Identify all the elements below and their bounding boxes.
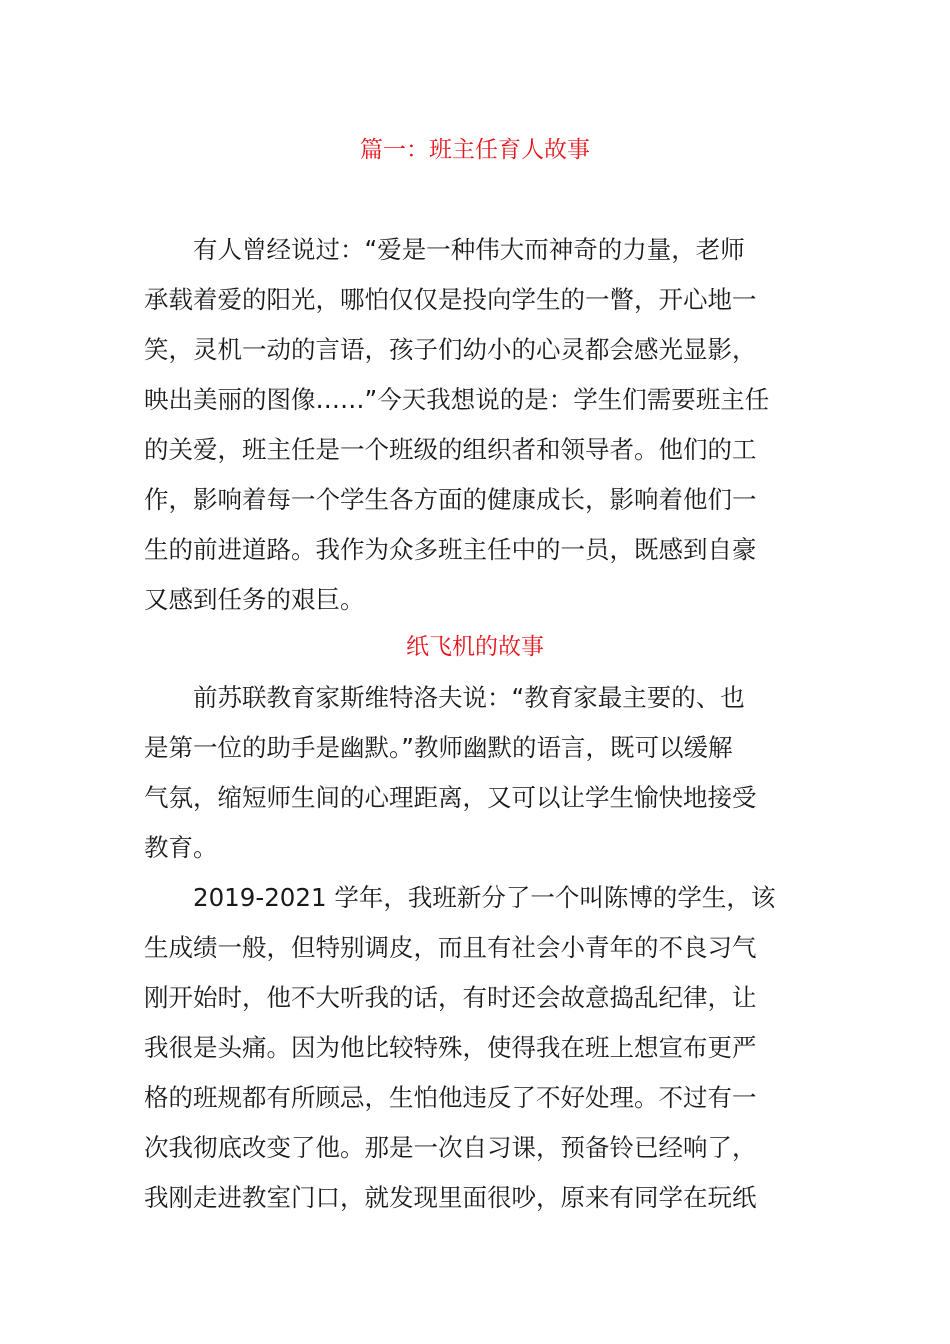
- text-line: 我很是头痛。因为他比较特殊，使得我在班上想宣布更严: [144, 1033, 757, 1062]
- text-line: 映出美丽的图像……”今天我想说的是：学生们需要班主任: [144, 385, 770, 414]
- text-line: 次我彻底改变了他。那是一次自习课，预备铃已经响了，: [144, 1133, 757, 1162]
- text-line: 作，影响着每一个学生各方面的健康成长，影响着他们一: [144, 485, 757, 514]
- text-line: 有人曾经说过：“爱是一种伟大而神奇的力量，老师: [193, 235, 745, 264]
- text-line: 生成绩一般，但特别调皮，而且有社会小青年的不良习气: [144, 933, 757, 962]
- text-line: 格的班规都有所顾忌，生怕他违反了不好处理。不过有一: [144, 1083, 757, 1112]
- text-line: 刚开始时，他不大听我的话，有时还会故意捣乱纪律，让: [144, 983, 757, 1012]
- text-line: 2019-2021 学年，我班新分了一个叫陈博的学生，该: [193, 883, 776, 912]
- text-line: 承载着爱的阳光，哪怕仅仅是投向学生的一瞥，开心地一: [144, 285, 757, 314]
- text-line: 生的前进道路。我作为众多班主任中的一员，既感到自豪: [144, 535, 757, 564]
- document-title: 篇一：班主任育人故事: [360, 137, 590, 163]
- text-line: 教育。: [144, 833, 218, 862]
- section-title: 纸飞机的故事: [406, 634, 544, 660]
- paragraph-intro: [144, 225, 810, 625]
- text-line: 是第一位的助手是幽默。”教师幽默的语言，既可以缓解: [144, 733, 733, 762]
- paragraph-story: [144, 873, 810, 1223]
- text-line: 前苏联教育家斯维特洛夫说：“教育家最主要的、也: [193, 683, 745, 712]
- paragraph-humor: [144, 673, 810, 873]
- text-line: 又感到任务的艰巨。: [144, 585, 365, 614]
- text-line: 我刚走进教室门口，就发现里面很吵，原来有同学在玩纸: [144, 1183, 757, 1212]
- text-line: 笑，灵机一动的言语，孩子们幼小的心灵都会感光显影，: [144, 335, 757, 364]
- text-line: 气氛，缩短师生间的心理距离，又可以让学生愉快地接受: [144, 783, 757, 812]
- text-line: 的关爱，班主任是一个班级的组织者和领导者。他们的工: [144, 435, 757, 464]
